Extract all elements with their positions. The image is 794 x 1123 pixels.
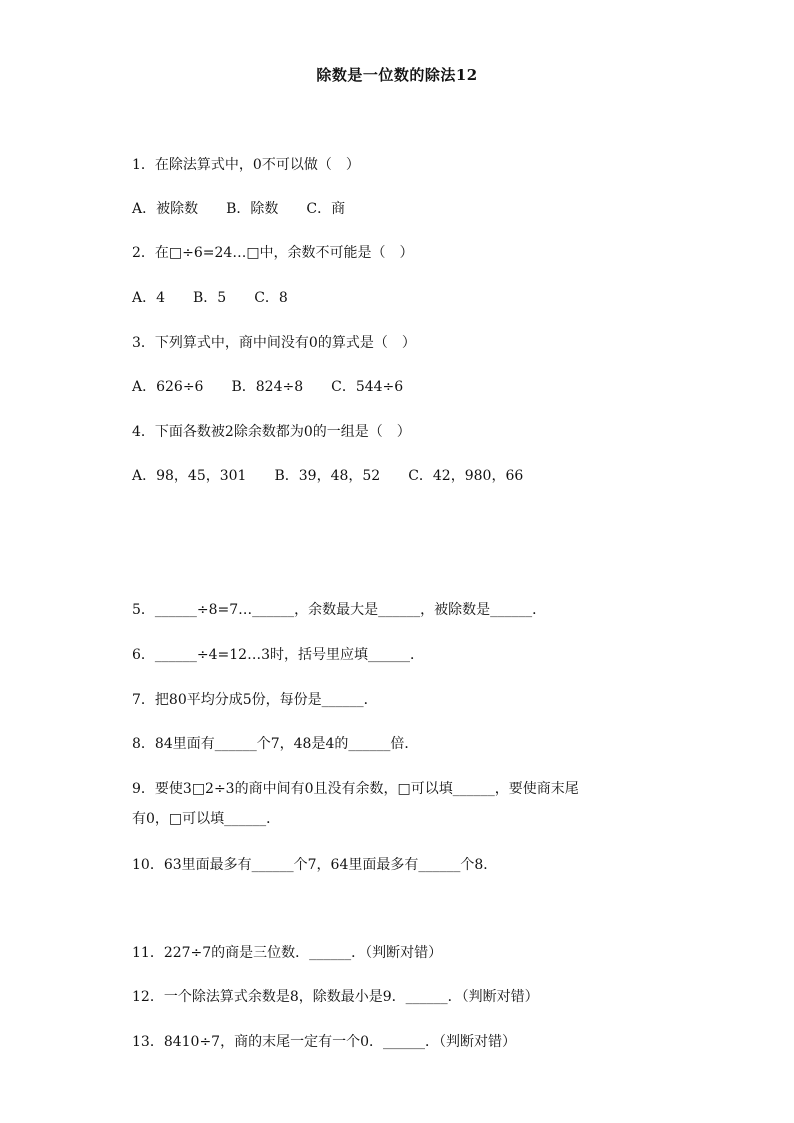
page-title: 除数是一位数的除法12 [316, 66, 478, 84]
question-13: 13．8410÷7，商的末尾一定有一个0．______．（判断对错） [132, 1034, 516, 1050]
question-9-line-2: 有0，□可以填______． [132, 811, 281, 827]
question-5: 5．______÷8=7…______，余数最大是______，被除数是______． [132, 602, 547, 618]
question-4-stem: 4．下面各数被2除余数都为0的一组是（ ） [132, 424, 411, 440]
question-11: 11．227÷7的商是三位数．______．（判断对错） [132, 945, 443, 961]
question-9-line-1: 9．要使3□2÷3的商中间有0且没有余数，□可以填______，要使商末尾 [132, 781, 579, 797]
question-3-stem: 3．下列算式中，商中间没有0的算式是（ ） [132, 335, 416, 351]
question-12: 12．一个除法算式余数是8，除数最小是9．______．（判断对错） [132, 989, 539, 1005]
question-3-options: A．626÷6 B．824÷8 C．544÷6 [132, 379, 404, 395]
question-6: 6．______÷4=12…3时，括号里应填______． [132, 647, 424, 663]
question-7: 7．把80平均分成5份，每份是______． [132, 692, 378, 708]
question-4-options: A．98，45，301 B．39，48，52 C．42，980，66 [132, 468, 524, 484]
question-10: 10．63里面最多有______个7，64里面最多有______个8． [132, 857, 498, 873]
question-1-stem: 1．在除法算式中，0不可以做（ ） [132, 157, 360, 173]
question-8: 8．84里面有______个7，48是4的______倍． [132, 736, 419, 752]
question-1-options: A．被除数 B．除数 C．商 [132, 201, 346, 217]
question-2-stem: 2．在□÷6=24…□中，余数不可能是（ ） [132, 245, 414, 261]
question-2-options: A．4 B．5 C．8 [132, 290, 288, 306]
